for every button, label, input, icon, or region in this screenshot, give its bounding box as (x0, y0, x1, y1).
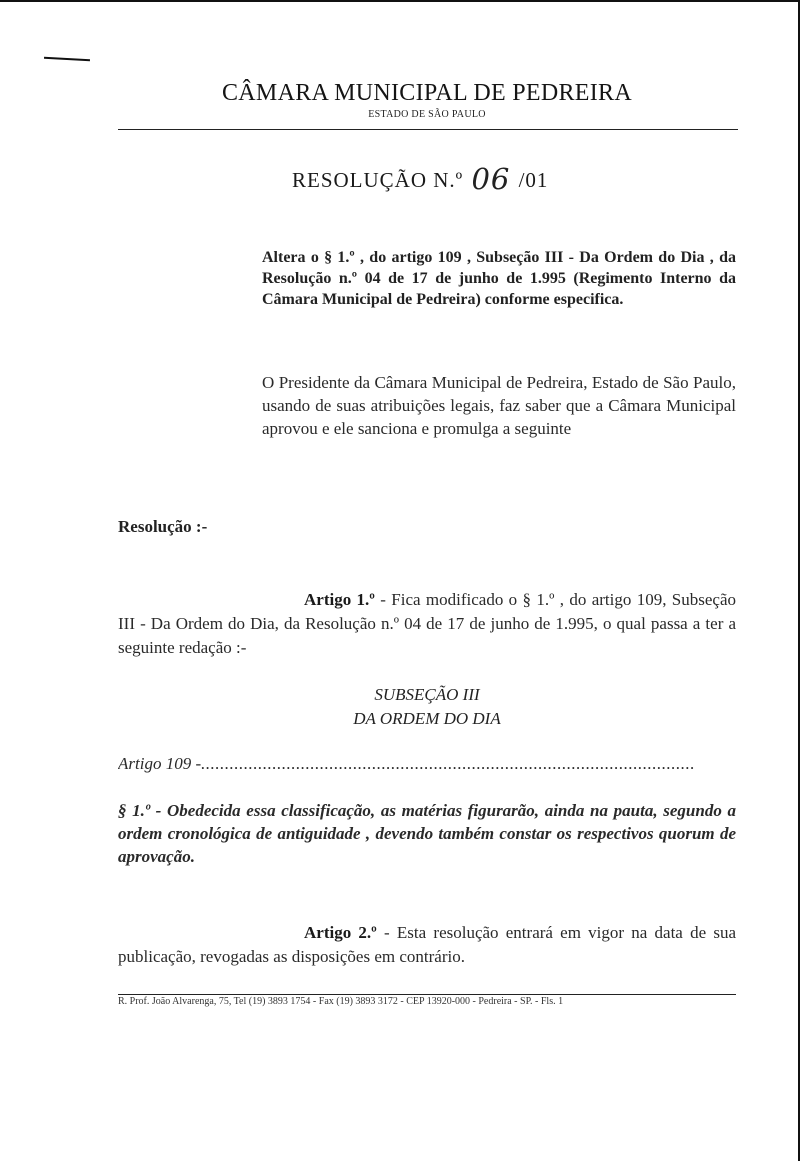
article-109-label: Artigo 109 - (118, 754, 202, 773)
resolucao-label: Resolução :- (118, 517, 208, 536)
scan-top-edge (0, 0, 800, 2)
article-109-line (118, 754, 736, 774)
resolution-number-handwritten: 06 (471, 162, 511, 196)
article-1 (118, 588, 736, 660)
article-2-text: - Esta resolução entrará em vigor na data de sua publicação, revogadas as disposições em contrário. (118, 923, 737, 966)
preamble-paragraph: O Presidente da Câmara Municipal de Pedreira, Estado de São Paulo, usando de suas atribuições legais, faz saber que a Câmara Municipal aprovou e ele sanciona e promulga a seguinte (262, 373, 736, 438)
footer-divider (118, 994, 736, 995)
resolution-suffix: /01 (518, 168, 549, 192)
article-2 (118, 921, 736, 969)
subsection-heading (0, 683, 800, 731)
ementa-summary: Altera o § 1.º , do artigo 109 , Subseção III - Da Ordem do Dia , da Resolução n.º 04 de 17 de junho de 1.995 (Regimento Interno da Câmara Municipal de Pedreira) conforme especifica. (262, 249, 736, 308)
resolution-title (292, 160, 548, 194)
paragraph-1-new-text: § 1.º - Obedecida essa classificação, as matérias figurarão, ainda na pauta, segundo a ordem cronológica de antiguidade , devendo também constar os respectivos quorum de aprovação. (118, 801, 736, 866)
resolution-prefix: RESOLUÇÃO N.º (292, 168, 464, 192)
chamber-title: CÂMARA MUNICIPAL DE PEDREIRA (221, 80, 632, 106)
pen-mark (44, 57, 90, 61)
article-1-label: Artigo 1.º (304, 590, 375, 609)
footer-address: R. Prof. João Alvarenga, 75, Tel (19) 3893 1754 - Fax (19) 3893 3172 - CEP 13920-000 - Pedreira - SP. - Fls. 1 (118, 996, 564, 1007)
article-1-text: - Fica modificado o § 1.º , do artigo 109, Subseção III - Da Ordem do Dia, da Resolução n.º 04 de 17 de junho de 1.995, o qual passa a ter a seguinte redação :- (118, 590, 737, 657)
subsection-name: DA ORDEM DO DIA (353, 709, 501, 728)
article-109-dots: ........................................................................................................ (201, 754, 696, 773)
article-2-label: Artigo 2.º (304, 923, 377, 942)
header-divider (118, 129, 738, 130)
subsection-number: SUBSEÇÃO III (374, 685, 480, 704)
state-subtitle: ESTADO DE SÃO PAULO (368, 109, 486, 120)
